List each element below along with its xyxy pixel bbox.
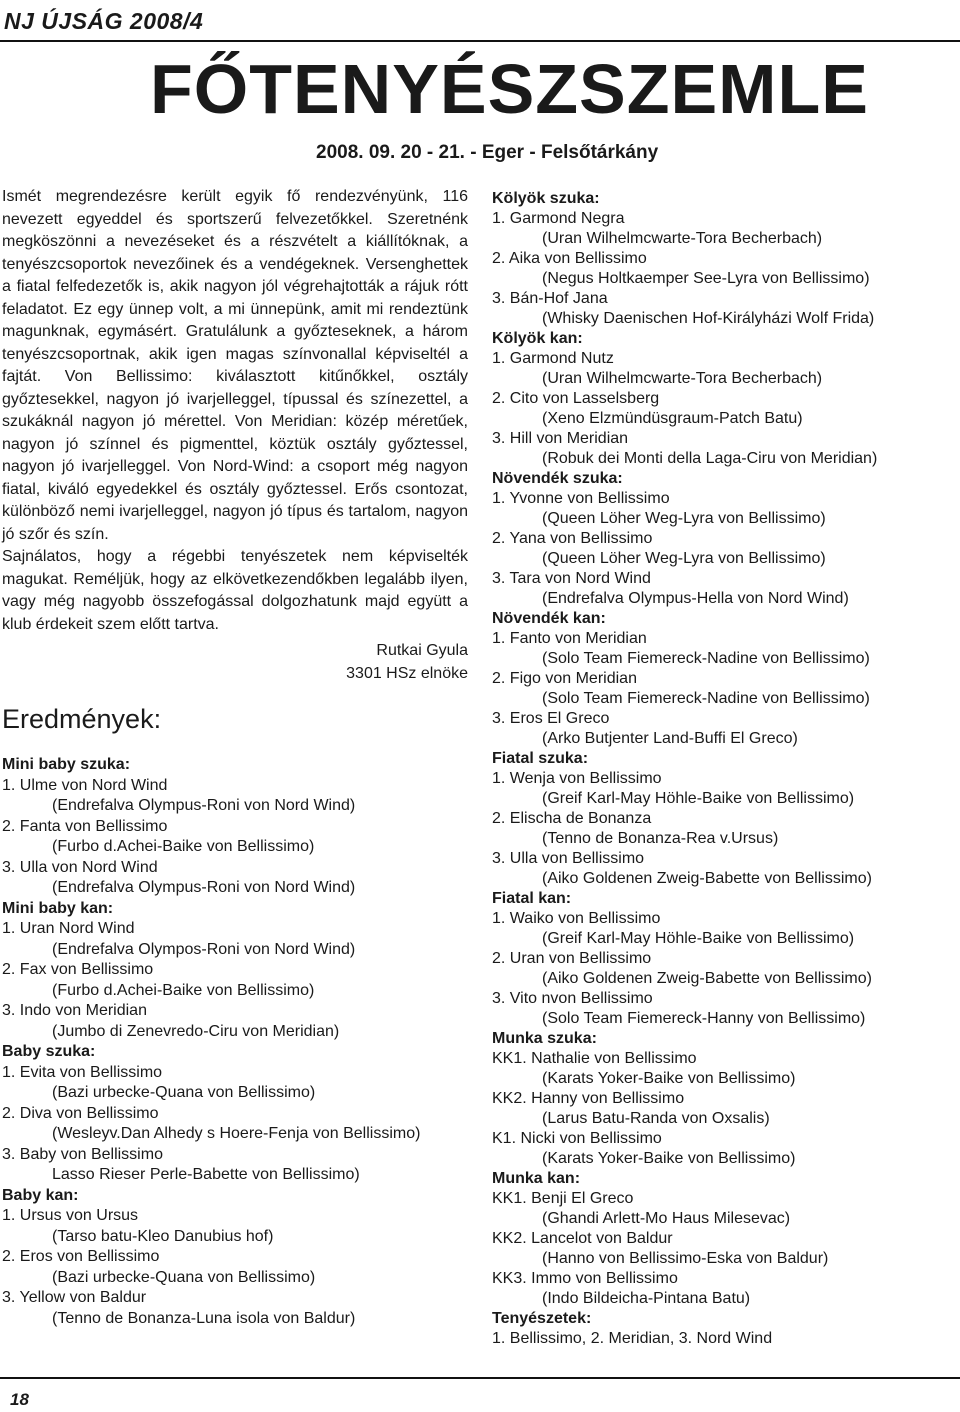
entry-parents: (Tenno de Bonanza-Luna isola von Baldur) — [52, 1309, 356, 1327]
entry-name: KK1. Benji El Greco — [492, 1190, 634, 1207]
entry-parents: (Queen Löher Weg-Lyra von Bellissimo) — [542, 510, 826, 527]
entry-name: KK2. Hanny von Bellissimo — [492, 1090, 685, 1107]
entry-parents: (Greif Karl-May Höhle-Baike von Bellissimo) — [542, 930, 855, 947]
article-paragraph: Ismét megrendezésre került egyik fő rendezvényünk, 116 nevezett egyeddel és sportszerű felvezetőkkel. Szeretnénk megköszönni a nevezéseket és a részvételt a kiállítóknak, a tenyészcsoportok nevezőinek és a vendégeknek. Versenghettek a fiatal felfedezetők is, akik nagyon jól végrehajtották a rájuk rótt feladatot. Ez egy ünnep volt, a mi ünnepünk, amit mi rendeztünk magunknak, egymásért. Gratulálunk a győzteseknek, a három tenyészcsoportnak, akik igen magas színvonallal képviseltél a fajtát. Von Bellissimo: kiválasztott kitűnőkkel, osztály győztesekkel, nagyon jó ivarjelleggel, típussal és színezettel, a szukáknál nagyon jó mérettel. Von Meridian: közép méretűek, nagyon jó színnel és pigmenttel, köztük osztály győztessel, nagyon jó ivarjelleggel. Von Nord-Wind: a csoport még nagyon fiatal, kiváló egyedekkel és osztály győztessel. Erős csontozat, különböző nemi ivarjelleggel, nagyon jó típus és tartalom, nagyon jó szőr és szín. — [2, 188, 468, 543]
entry-name: 2. Aika von Bellissimo — [492, 250, 647, 267]
entry-parents: (Tarso batu-Kleo Danubius hof) — [52, 1227, 274, 1245]
category-title: Baby kan: — [2, 1186, 79, 1204]
entry-name: 3. Vito nvon Bellissimo — [492, 990, 653, 1007]
category-title: Fiatal kan: — [492, 890, 572, 907]
category-title: Tenyészetek: — [492, 1310, 592, 1327]
results-left — [2, 755, 468, 1329]
entry-name: KK1. Nathalie von Bellissimo — [492, 1050, 697, 1067]
entry-name: 3. Bán-Hof Jana — [492, 290, 608, 307]
results-heading: Eredmények: — [2, 704, 162, 734]
entry-name: 2. Figo von Meridian — [492, 670, 637, 687]
entry-parents: (Uran Wilhelmcwarte-Tora Becherbach) — [542, 230, 823, 247]
entry-parents: (Aiko Goldenen Zweig-Babette von Bellissimo) — [542, 870, 872, 887]
breeding-summary: 1. Bellissimo, 2. Meridian, 3. Nord Wind — [492, 1330, 773, 1347]
entry-parents: (Bazi urbecke-Quana von Bellissimo) — [52, 1268, 316, 1286]
entry-parents: (Greif Karl-May Höhle-Baike von Bellissimo) — [542, 790, 855, 807]
entry-name: 2. Uran von Bellissimo — [492, 950, 652, 967]
entry-name: 3. Indo von Meridian — [2, 1002, 147, 1020]
signature-name: Rutkai Gyula — [376, 642, 468, 659]
category-title: Baby szuka: — [2, 1043, 96, 1061]
entry-name: 3. Eros El Greco — [492, 710, 610, 727]
entry-parents: (Wesleyv.Dan Alhedy s Hoere-Fenja von Bellissimo) — [52, 1125, 421, 1143]
entry-name: 1. Garmond Nutz — [492, 350, 614, 367]
entry-name: 3. Ulla von Bellissimo — [492, 850, 645, 867]
entry-name: 1. Uran Nord Wind — [2, 920, 135, 938]
entry-parents: (Furbo d.Achei-Baike von Bellissimo) — [52, 981, 315, 999]
entry-name: 3. Hill von Meridian — [492, 430, 629, 447]
entry-name: 2. Eros von Bellissimo — [2, 1248, 160, 1266]
category-title: Kölyök szuka: — [492, 190, 600, 207]
entry-name: 3. Tara von Nord Wind — [492, 570, 651, 587]
entry-name: 1. Fanto von Meridian — [492, 630, 647, 647]
entry-name: 3. Ulla von Nord Wind — [2, 858, 158, 876]
entry-parents: (Indo Bildeicha-Pintana Batu) — [542, 1290, 751, 1307]
footer-rule — [0, 1377, 960, 1379]
category-title: Kölyök kan: — [492, 330, 583, 347]
entry-name: K1. Nicki von Bellissimo — [492, 1130, 662, 1147]
entry-parents: (Aiko Goldenen Zweig-Babette von Bellissimo) — [542, 970, 872, 987]
entry-name: 1. Garmond Negra — [492, 210, 625, 227]
header-bar — [0, 0, 960, 42]
entry-name: 1. Ursus von Ursus — [2, 1207, 139, 1225]
right-column — [492, 189, 958, 1349]
entry-parents: (Endrefalva Olympus-Roni von Nord Wind) — [52, 797, 356, 815]
entry-name: 1. Evita von Bellissimo — [2, 1063, 163, 1081]
signature — [2, 640, 468, 685]
entry-name: 1. Waiko von Bellissimo — [492, 910, 661, 927]
page-number: 18 — [10, 1390, 29, 1409]
entry-parents: Lasso Rieser Perle-Babette von Bellissimo) — [52, 1166, 360, 1184]
entry-parents: (Tenno de Bonanza-Rea v.Ursus) — [542, 830, 779, 847]
entry-name: 2. Cito von Lasselsberg — [492, 390, 660, 407]
category-title: Munka kan: — [492, 1170, 581, 1187]
entry-name: 2. Fanta von Bellissimo — [2, 817, 168, 835]
left-column — [2, 186, 468, 1329]
entry-parents: (Negus Holtkaemper See-Lyra von Bellissimo) — [542, 270, 870, 287]
entry-parents: (Endrefalva Olympus-Roni von Nord Wind) — [52, 879, 356, 897]
entry-name: 3. Yellow von Baldur — [2, 1289, 147, 1307]
entry-name: KK3. Immo von Bellissimo — [492, 1270, 678, 1287]
entry-name: 1. Yvonne von Bellissimo — [492, 490, 670, 507]
event-subtitle: 2008. 09. 20 - 21. - Eger - Felsőtárkány — [316, 142, 659, 163]
category-title: Munka szuka: — [492, 1030, 597, 1047]
entry-name: 3. Baby von Bellissimo — [2, 1145, 163, 1163]
entry-parents: (Solo Team Fiemereck-Nadine von Bellissimo) — [542, 650, 870, 667]
entry-parents: (Whisky Daenischen Hof-Királyházi Wolf Frida) — [542, 310, 875, 327]
entry-name: 2. Elischa de Bonanza — [492, 810, 652, 827]
entry-parents: (Arko Butjenter Land-Buffi El Greco) — [542, 730, 798, 747]
entry-parents: (Xeno Elzmündüsgraum-Patch Batu) — [542, 410, 803, 427]
category-title: Mini baby szuka: — [2, 756, 131, 774]
entry-parents: (Furbo d.Achei-Baike von Bellissimo) — [52, 838, 315, 856]
entry-name: 2. Fax von Bellissimo — [2, 961, 154, 979]
entry-parents: (Solo Team Fiemereck-Nadine von Bellissimo) — [542, 690, 870, 707]
entry-parents: (Queen Löher Weg-Lyra von Bellissimo) — [542, 550, 826, 567]
entry-name: 1. Ulme von Nord Wind — [2, 776, 168, 794]
signature-role: 3301 HSz elnöke — [346, 664, 468, 682]
entry-parents: (Ghandi Arlett-Mo Haus Milesevac) — [542, 1210, 791, 1227]
entry-parents: (Jumbo di Zenevredo-Ciru von Meridian) — [52, 1022, 340, 1040]
entry-parents: (Robuk dei Monti della Laga-Ciru von Meridian) — [542, 450, 878, 467]
entry-name: KK2. Lancelot von Baldur — [492, 1230, 673, 1247]
category-title: Növendék kan: — [492, 610, 606, 627]
entry-parents: (Uran Wilhelmcwarte-Tora Becherbach) — [542, 370, 823, 387]
results-right — [492, 189, 958, 1349]
category-title: Fiatal szuka: — [492, 750, 589, 767]
entry-parents: (Endrefalva Olympos-Roni von Nord Wind) — [52, 940, 356, 958]
entry-parents: (Larus Batu-Randa von Oxsalis) — [542, 1110, 770, 1127]
entry-name: 1. Wenja von Bellissimo — [492, 770, 662, 787]
entry-parents: (Karats Yoker-Baike von Bellissimo) — [542, 1070, 796, 1087]
entry-name: 2. Diva von Bellissimo — [2, 1104, 159, 1122]
entry-parents: (Bazi urbecke-Quana von Bellissimo) — [52, 1084, 316, 1102]
entry-parents: (Hanno von Bellissimo-Eska von Baldur) — [542, 1250, 829, 1267]
category-title: Mini baby kan: — [2, 899, 114, 917]
page-title: FŐTENYÉSZSZEMLE — [150, 50, 869, 128]
article-paragraph: Sajnálatos, hogy a régebbi tenyészetek nem képviselték magukat. Reméljük, hogy az elkövetkezendőkben legalább ilyen, vagy még nagyobb összefogással dolgozhatunk majd együtt a klub érdekeit szem előtt tartva. — [2, 548, 468, 633]
entry-parents: (Endrefalva Olympus-Hella von Nord Wind) — [542, 590, 849, 607]
entry-parents: (Solo Team Fiemereck-Hanny von Bellissimo) — [542, 1010, 866, 1027]
issue-label: NJ ÚJSÁG 2008/4 — [4, 8, 204, 34]
category-title: Növendék szuka: — [492, 470, 623, 487]
entry-name: 2. Yana von Bellissimo — [492, 530, 653, 547]
entry-parents: (Karats Yoker-Baike von Bellissimo) — [542, 1150, 796, 1167]
